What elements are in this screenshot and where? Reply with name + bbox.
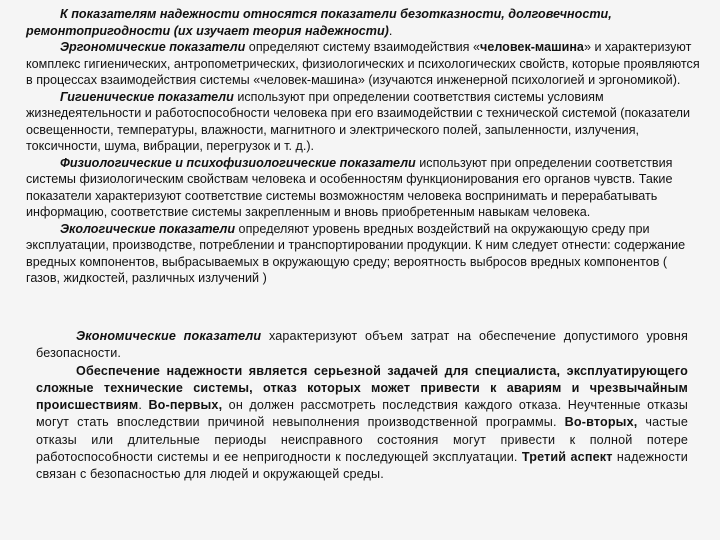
assurance-text-1: . [138,398,149,413]
ergonomic-text-1: определяют систему взаимодействия « [245,40,481,54]
paragraph-ecological [26,221,702,287]
economic-term: Экономические показатели [76,329,262,343]
reliability-tail: . [388,23,393,38]
text-block-upper [26,6,702,287]
assurance-bold-1: Обеспечение надежности является серьезной задачей для специалиста, эксплуатирующего сложные технические системы, отказ которых может привести к авариям и чрезвычайным происшествиям [36,363,688,413]
ecological-text: определяют уровень вредных воздействий на окружающую среду при эксплуатации, производстве, потреблении и транспортировании продукции. К ним следует отнести: содержание вредных компонентов, выбрасываемых в окружающую среду; вероятность выбросов вредных компонентов ( газов, жидкостей, различных излучений ) [26,221,686,285]
assurance-text-4: надежности связан с безопасностью для людей и окружающей среды. [36,450,688,482]
hygienic-term: Гигиенические показатели [60,89,234,104]
assurance-bold-2: Во-первых, [148,398,223,413]
paragraph-physiological [26,155,702,221]
paragraph-hygienic [26,89,702,155]
paragraph-reliability-assurance [36,363,688,484]
reliability-lead: К показателям надежности относятся показатели безотказности, долговечности, ремонтопригодности (их изучает теория надежности) [26,7,612,38]
physiological-text: используют при определении соответствия системы физиологическим свойствам человека и особенностям функционирования его органов чувств. Такие показатели характеризуют соответствие системы возможностям человека воспринимать и перерабатывать информацию, соответствие системы закрепленным и вновь приобретенным навыкам человека. [26,155,673,219]
assurance-bold-4: Третий аспект [521,450,613,465]
text-block-lower [36,328,688,484]
paragraph-ergonomic [26,39,702,89]
ergonomic-text-2: » и характеризуют комплекс гигиенических, антропометрических, физиологических и психологических свойств, которые проявляются в процессах взаимодействия системы «человек-машина» (изучаются инженерной психологией и эргономикой). [26,40,700,87]
ecological-term: Экологические показатели [60,221,236,236]
physiological-term: Физиологические и психофизиологические показатели [60,155,416,170]
paragraph-reliability [26,6,702,39]
hygienic-text: используют при определении соответствия системы условиям жизнедеятельности и работоспособности человека при его взаимодействии с технической системой (показатели освещенности, температуры, влажности, магнитного и электрического полей, запыленности, излучения, токсичности, шума, вибрации, перегрузок и т. д.). [26,89,691,153]
paragraph-economic [36,328,688,363]
assurance-text-3: частые отказы или длительные периоды неисправного состояния могут привести к полной потере работоспособности системы и ее непригодности к последующей эксплуатации. [36,415,688,465]
ergonomic-bold: человек-машина [480,40,584,54]
ergonomic-term: Эргономические показатели [60,40,246,54]
assurance-text-2: он должен рассмотреть последствия каждого отказа. Неучтенные отказы могут стать впоследствии причиной невыполнения производственной программы. [36,398,688,430]
assurance-bold-3: Во-вторых, [564,415,638,430]
economic-text: характеризуют объем затрат на обеспечение допустимого уровня безопасности. [36,329,688,361]
